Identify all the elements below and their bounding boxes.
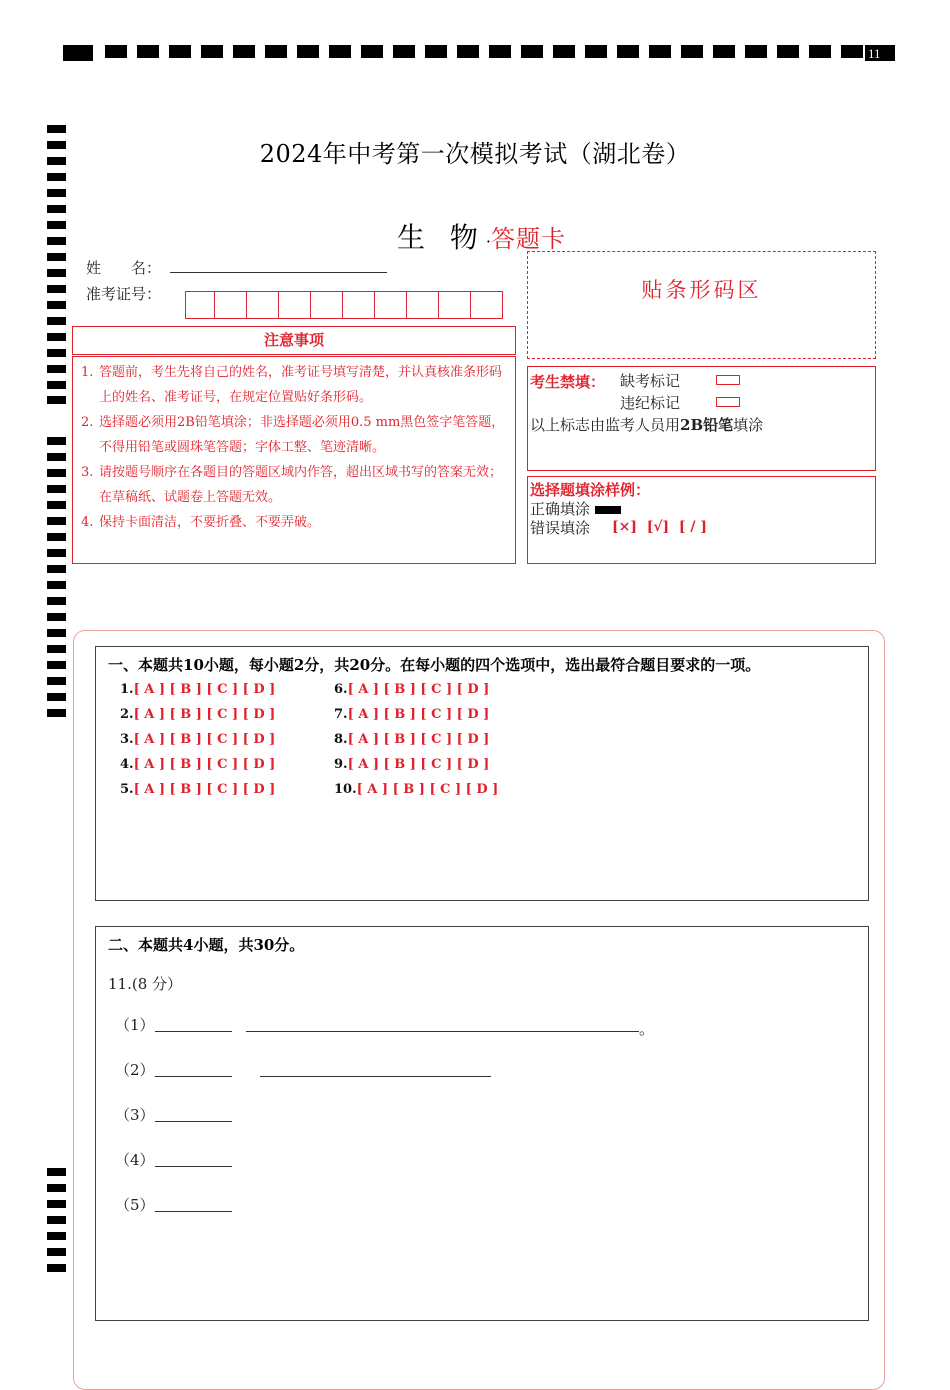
notice-item: 1. 答题前，考生先将自己的姓名，准考证号填写清楚，并认真核准条形码上的姓名、准考证号，在规定位置贴好条形码。: [81, 365, 503, 405]
side-mark: [47, 597, 66, 605]
filled-mark: [595, 506, 621, 514]
side-mark: [47, 1200, 66, 1208]
side-mark: [47, 269, 66, 277]
side-mark: [47, 333, 66, 341]
side-mark: [47, 533, 66, 541]
notice-item: 2. 选择题必须用2B铅笔填涂；非选择题必须用0.5 mm黑色签字笔答题，不得用铅笔或圆珠笔答题；字体工整、笔迹清晰。: [81, 415, 505, 455]
timing-mark: [489, 45, 511, 58]
timing-mark: [649, 45, 671, 58]
side-mark: [47, 221, 66, 229]
answer-line[interactable]: [155, 1121, 232, 1122]
timing-mark: [777, 45, 799, 58]
side-mark: [47, 453, 66, 461]
side-mark: [47, 301, 66, 309]
question-11-label: 11.(8 分）: [108, 975, 183, 993]
side-mark: [47, 549, 66, 557]
subject-separator: ·: [485, 232, 491, 251]
part-3-label: （3）: [115, 1106, 155, 1124]
timing-mark: [265, 45, 287, 58]
fill-sample-box: [527, 476, 876, 564]
id-digit-box[interactable]: [343, 291, 375, 319]
side-mark: [47, 1232, 66, 1240]
side-mark: [47, 1184, 66, 1192]
wrong-fill-marks: [×] [√] [ / ]: [612, 519, 708, 535]
id-digit-box[interactable]: [185, 291, 215, 319]
name-label: 姓 名：: [86, 259, 162, 277]
part-1-label: （1）: [115, 1016, 155, 1034]
id-digit-box[interactable]: [439, 291, 471, 319]
choice-row[interactable]: 2.[ A ] [ B ] [ C ] [ D ]: [120, 707, 276, 722]
violation-mark-label: 违纪标记: [620, 394, 681, 412]
staff-only-label: 考生禁填：: [530, 373, 606, 391]
timing-mark: [297, 45, 319, 58]
answer-line[interactable]: [155, 1031, 232, 1032]
choice-row[interactable]: 4.[ A ] [ B ] [ C ] [ D ]: [120, 757, 276, 772]
side-mark: [47, 381, 66, 389]
timing-mark: [361, 45, 383, 58]
side-mark: [47, 173, 66, 181]
page-number: 11: [865, 45, 895, 61]
side-mark: [47, 125, 66, 133]
staff-only-note: 以上标志由监考人员用2B铅笔填涂: [530, 416, 764, 434]
timing-mark: [457, 45, 479, 58]
choice-row[interactable]: 10.[ A ] [ B ] [ C ] [ D ]: [334, 782, 499, 797]
absent-mark-label: 缺考标记: [620, 372, 681, 390]
side-mark: [47, 317, 66, 325]
side-mark: [47, 437, 66, 445]
side-mark: [47, 285, 66, 293]
part-4-label: （4）: [115, 1151, 155, 1169]
side-mark: [47, 485, 66, 493]
correct-fill-row: 正确填涂: [530, 498, 621, 519]
timing-mark: [233, 45, 255, 58]
answer-line[interactable]: [155, 1076, 232, 1077]
id-digit-box[interactable]: [215, 291, 247, 319]
part-5-label: （5）: [115, 1196, 155, 1214]
subject-title: [397, 216, 566, 256]
subject-name: 生 物: [397, 221, 486, 254]
side-mark: [47, 469, 66, 477]
timing-mark: [841, 45, 863, 58]
timing-mark: [105, 45, 127, 58]
side-mark: [47, 349, 66, 357]
violation-mark-box[interactable]: [716, 397, 740, 407]
id-digit-box[interactable]: [311, 291, 343, 319]
choice-row[interactable]: 1.[ A ] [ B ] [ C ] [ D ]: [120, 682, 276, 697]
id-label: 准考证号：: [86, 285, 162, 303]
side-mark: [47, 365, 66, 373]
side-mark: [47, 1216, 66, 1224]
timing-mark: [745, 45, 767, 58]
side-mark: [47, 661, 66, 669]
timing-mark: [713, 45, 735, 58]
section-1-box: [95, 646, 869, 901]
answer-line[interactable]: [155, 1211, 232, 1212]
timing-mark: [137, 45, 159, 58]
barcode-area: [527, 251, 876, 359]
side-mark: [47, 253, 66, 261]
answer-line[interactable]: [260, 1076, 491, 1077]
timing-mark: [201, 45, 223, 58]
notice-header: [72, 326, 516, 355]
fill-sample-label: 选择题填涂样例：: [530, 481, 651, 499]
side-mark: [47, 205, 66, 213]
timing-mark: [617, 45, 639, 58]
part-2-label: （2）: [115, 1061, 155, 1079]
timing-mark: [521, 45, 543, 58]
choice-row[interactable]: 8.[ A ] [ B ] [ C ] [ D ]: [334, 732, 490, 747]
choice-row[interactable]: 9.[ A ] [ B ] [ C ] [ D ]: [334, 757, 490, 772]
id-digit-box[interactable]: [407, 291, 439, 319]
side-mark: [47, 565, 66, 573]
notice-title: 注意事项: [263, 331, 324, 349]
id-digit-box[interactable]: [279, 291, 311, 319]
side-mark: [47, 1168, 66, 1176]
exam-title: 2024年中考第一次模拟考试（湖北卷）: [259, 140, 691, 168]
timing-mark: [809, 45, 831, 58]
choice-row[interactable]: 7.[ A ] [ B ] [ C ] [ D ]: [334, 707, 490, 722]
notice-box: [72, 356, 516, 564]
answer-card-label: 答题卡: [491, 225, 566, 253]
side-mark: [47, 677, 66, 685]
side-mark: [47, 237, 66, 245]
choice-row[interactable]: 6.[ A ] [ B ] [ C ] [ D ]: [334, 682, 490, 697]
side-mark: [47, 501, 66, 509]
side-mark: [47, 1264, 66, 1272]
timing-mark: [425, 45, 447, 58]
staff-only-box: [527, 366, 876, 471]
side-mark: [47, 189, 66, 197]
timing-mark: [63, 45, 93, 61]
side-mark: [47, 645, 66, 653]
side-mark: [47, 581, 66, 589]
timing-mark: [329, 45, 351, 58]
side-mark: [47, 709, 66, 717]
timing-mark: [393, 45, 415, 58]
id-number-boxes: [185, 291, 503, 319]
section-1-heading: 一、本题共10小题，每小题2分，共20分。在每小题的四个选项中，选出最符合题目要求的一项。: [108, 656, 761, 674]
section-2-box: [95, 926, 869, 1321]
answer-line[interactable]: [246, 1031, 639, 1032]
id-digit-box[interactable]: [471, 291, 503, 319]
side-mark: [47, 517, 66, 525]
id-digit-box[interactable]: [247, 291, 279, 319]
section-2-heading: 二、本题共4小题，共30分。: [108, 936, 305, 954]
sentence-end: 。: [639, 1020, 655, 1038]
notice-item: 4. 保持卡面清洁，不要折叠、不要弄破。: [81, 515, 321, 530]
side-mark: [47, 629, 66, 637]
notice-item: 3. 请按题号顺序在各题目的答题区域内作答，超出区域书写的答案无效；在草稿纸、试题卷上答题无效。: [81, 465, 503, 505]
barcode-area-label: 贴条形码区: [641, 278, 762, 302]
timing-mark: [169, 45, 191, 58]
top-timing-marks: [63, 45, 895, 62]
absent-mark-box[interactable]: [716, 375, 740, 385]
timing-mark: [553, 45, 575, 58]
id-digit-box[interactable]: [375, 291, 407, 319]
answer-line[interactable]: [155, 1166, 232, 1167]
side-mark: [47, 693, 66, 701]
timing-mark: [585, 45, 607, 58]
wrong-fill-label: 错误填涂: [530, 519, 591, 537]
choice-row[interactable]: 3.[ A ] [ B ] [ C ] [ D ]: [120, 732, 276, 747]
side-mark: [47, 396, 66, 404]
timing-mark: [681, 45, 703, 58]
side-mark: [47, 1248, 66, 1256]
side-mark: [47, 613, 66, 621]
choice-row[interactable]: 5.[ A ] [ B ] [ C ] [ D ]: [120, 782, 276, 797]
name-input-line[interactable]: [170, 272, 387, 273]
notice-list: [73, 360, 509, 535]
